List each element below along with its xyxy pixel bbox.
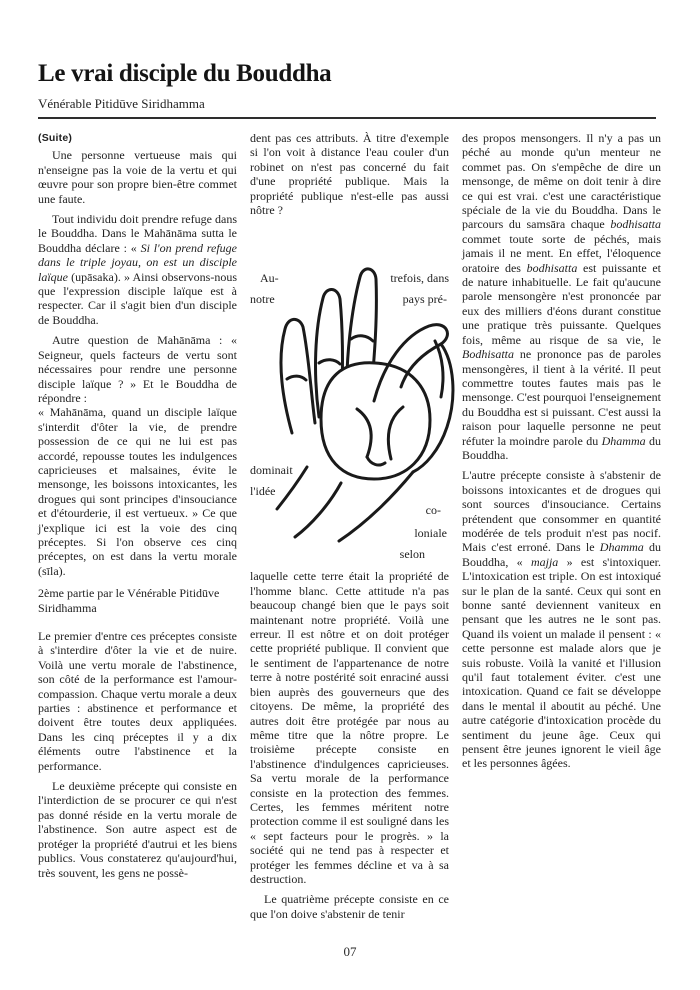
article-columns bbox=[38, 131, 661, 927]
masthead bbox=[38, 60, 658, 112]
paragraph: Une personne vertueuse mais qui n'enseigne pas la voie de la vertu et qui œuvre pour son propre bien-être commet une faute. bbox=[38, 148, 237, 206]
paragraph: Le premier d'entre ces préceptes consiste à s'interdire d'ôter la vie et de nuire. Voilà une vertu morale de l'abstinence, son côté de la performance est l'amour-compassion. Chaque vertu morale a deux parties : abstinence et performance et doivent être toutes deux appliquées. Dans les cinq préceptes il y a dix éléments outre l'abstinence et la performance. bbox=[38, 629, 237, 773]
article-title: Le vrai disciple du Bouddha bbox=[38, 60, 332, 87]
paragraph: Le deuxième précepte qui consiste en l'interdiction de se procurer ce qui n'est pas donné réside en la vertu morale de l'abstinence. Son autre aspect est de protéger la propriété d'autrui et les biens publics. Vous constaterez qu'aujourd'hui, très souvent, les gens ne possè- bbox=[38, 779, 237, 880]
wrapped-text-fragment: l'idée bbox=[250, 484, 276, 499]
paragraph: Autre question de Mahānāma : « Seigneur, quels facteurs de vertu sont nécessaires pour rendre une personne disciple laïque ? » Et le Bouddha de répondre : bbox=[38, 333, 237, 405]
column-1 bbox=[38, 131, 237, 927]
masthead-divider bbox=[38, 117, 656, 119]
hand-illustration-figure bbox=[250, 263, 449, 561]
wrapped-text-fragment: co- bbox=[425, 503, 441, 518]
mudra-hand-drawing-icon bbox=[276, 265, 462, 563]
continuation-label: (Suite) bbox=[38, 132, 73, 144]
paragraph: dent pas ces attributs. À titre d'exemple si l'on voit à distance l'eau couler d'un robinet on n'est pas concerné du fait d'une propriété publique. Mais la propriété publique n'est-elle pas aussi nôtre ? bbox=[250, 131, 449, 218]
wrapped-text-fragment: loniale bbox=[414, 526, 447, 541]
page-number: 07 bbox=[343, 944, 357, 959]
wrapped-text-fragment: pays pré- bbox=[402, 292, 447, 307]
wrapped-text-fragment: Au- bbox=[260, 271, 279, 286]
paragraph: Le quatrième précepte consiste en ce que l'on doive s'abstenir de tenir bbox=[250, 892, 449, 921]
paragraph: laquelle cette terre était la propriété de l'homme blanc. Cette attitude n'a pas beaucoup changé bien que le pays soit maintenant notre propriété. Voilà une erreur. Il est nôtre et on doit protéger cette propriété publique. Il convient que le sentiment de l'appartenance de notre terre à notre postérité soit enraciné aussi bien auprès des gouverneurs que des citoyens. De même, la propriété des autres doit être protégée par nous au même titre que la nôtre propre. Le troisième précepte consiste en l'abstinence d'indulgences capricieuses. Sa vertu morale de la performance consiste en la protection des femmes. Certes, les femmes méritent notre protection comme il est souligné dans les « sept facteurs pour le progrès. » la société qui ne tend pas à respecter et protéger les femmes décline et va à sa destruction. bbox=[250, 569, 449, 886]
section-subtitle: 2ème partie par le Vénérable Pitidūve Siridhamma bbox=[38, 586, 220, 615]
column-2 bbox=[250, 131, 449, 927]
column-3 bbox=[462, 131, 661, 927]
author-byline: Vénérable Pitidūve Siridhamma bbox=[38, 96, 205, 111]
wrapped-text-fragment: notre bbox=[250, 292, 275, 307]
wrapped-text-fragment: selon bbox=[399, 547, 425, 562]
wrapped-text-fragment: trefois, dans bbox=[390, 271, 449, 286]
wrapped-text-fragment: dominait bbox=[250, 463, 293, 478]
paragraph: « Mahānāma, quand un disciple laïque s'interdit d'ôter la vie, de prendre possession de ce qui ne lui est pas accordé, repousse toutes les indulgences capricieuses et malsaines, évite le mensonge, les boissons intoxicantes, les drogues qui sont principes d'insouciance et d'étourderie, il est vertueux. » Ce que j'explique ici est la voie des cinq préceptes. Si l'on observe ces cinq préceptes, on est dans la vertu morale (sīla). bbox=[38, 405, 237, 578]
paragraph: L'autre précepte consiste à s'abstenir de boissons intoxicantes et de drogues qui sont sources d'insouciance. Certains prétendent que consommer en quantité modérée de tels produit n'est pas nocif. Mais c'est erroné. Dans le Dhamma du Bouddha, « majja » est s'intoxiquer. L'intoxication est triple. On est intoxiqué sur le plan de la santé. Ceux qui sont en bonne santé deviennent vaniteux en pensant que les autres ne le sont pas. Quand ils voient un malade il pensent : « cette personne est malade alors que je suis robuste. Voilà la vanité et l'illusion qu'il faut totalement éviter. c'est une intoxication. Quand ce fait se développe dans le mental il aboutit au péché. Une autre catégorie d'intoxication procède du sentiment du jeune âge. Ceux qui pensent être jeunes ignorent le vieil âge et les personnes âgées. bbox=[462, 468, 661, 771]
paragraph: des propos mensongers. Il n'y a pas un péché au monde qu'un menteur ne commet pas. On s'empêche de dire un mensonge, de même on doit tenir à dire ce qui est vrai. c'est une caractéristique spéciale de la vie du Bouddha. Dans le parcours du samsāra chaque bodhisatta commet toute sorte de péchés, mais jamais il ne ment. En effet, l'éloquence oratoire des bodhisatta est puissante et de nature inhabituelle. Le fait qu'aucune parole mensongère n'est prononcée par eux des milliers d'éons durant constitue une pratique très puissante. Quelques fois, même au risque de sa vie, le Bodhisatta ne prononce pas de paroles mensongères, il tient à la vérité. Il peut commettre toutes fautes mais pas le mensonge. C'est pourquoi l'enseignement du Bouddha est si puissant. C'est aussi la raison pour laquelle personne ne peut réfuter la moindre parole du Dhamma du Bouddha. bbox=[462, 131, 662, 462]
paragraph: Tout individu doit prendre refuge dans le Bouddha. Dans le Mahānāma sutta le Bouddha déclare : « Si l'on prend refuge dans le triple joyau, on est un disciple laïque (upāsaka). » Ainsi observons-nous que l'expression disciple laïque est à respecter. Car il s'agit bien d'un disciple de Bouddha. bbox=[38, 212, 237, 327]
